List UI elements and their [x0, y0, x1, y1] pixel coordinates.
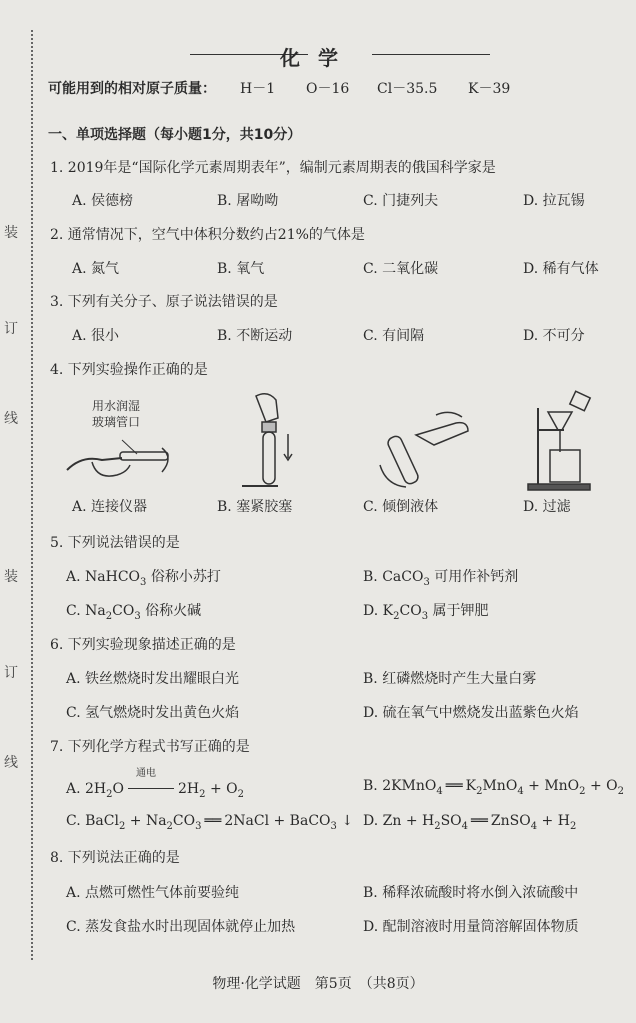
- option-c[interactable]: C. 门捷列夫: [363, 193, 439, 209]
- subscript: 2: [105, 610, 113, 622]
- subscript: 2: [166, 820, 173, 832]
- subscript: 2: [393, 610, 400, 622]
- option-c[interactable]: C. 有间隔: [363, 328, 425, 344]
- option-c[interactable]: C. 二氧化碳: [363, 261, 439, 277]
- option-b[interactable]: B. 塞紧胶塞: [217, 499, 293, 515]
- equation-part: ↓: [336, 813, 354, 829]
- figure-filtration: [524, 390, 604, 495]
- formula: Na: [85, 603, 106, 619]
- figure-connect-apparatus: [62, 430, 182, 490]
- option-b[interactable]: B. 稀释浓硫酸时将水倒入浓硫酸中: [363, 885, 579, 901]
- equation-part: + O: [585, 778, 618, 794]
- option-a[interactable]: A. 铁丝燃烧时发出耀眼白光: [66, 671, 240, 687]
- option-d[interactable]: [363, 813, 576, 832]
- option-letter: D.: [363, 603, 379, 619]
- atomic-mass: K－39: [468, 81, 511, 97]
- subscript: 2: [476, 785, 483, 797]
- option-d[interactable]: D. 拉瓦锡: [523, 193, 585, 209]
- option-letter: C.: [66, 603, 81, 619]
- equation-part: A. 2H: [66, 781, 107, 797]
- equation-part: 2H: [178, 781, 200, 797]
- equation-part: K: [465, 778, 477, 794]
- subscript: 2: [617, 785, 625, 797]
- atomic-mass: O－16: [306, 81, 350, 97]
- subscript: 3: [134, 610, 141, 622]
- subscript: 3: [421, 610, 429, 622]
- option-b[interactable]: B. 红磷燃烧时产生大量白雾: [363, 671, 537, 687]
- figure-insert-stopper: [238, 388, 298, 498]
- binding-char: 订: [4, 665, 18, 681]
- figure-a-label-line: 玻璃管口: [92, 415, 141, 429]
- equals-sign: ══: [204, 813, 222, 829]
- binding-line: [31, 30, 33, 960]
- equation-part: D. Zn + H: [363, 813, 435, 829]
- option-d[interactable]: D. 过滤: [523, 499, 571, 515]
- option-b[interactable]: [363, 566, 518, 588]
- option-letter: B.: [363, 569, 378, 585]
- subscript: 3: [140, 576, 147, 588]
- subscript: 4: [436, 785, 443, 797]
- subscript: 2: [237, 788, 244, 800]
- equation-part: + Na: [125, 813, 167, 829]
- question-stem: 4. 下列实验操作正确的是: [50, 362, 208, 378]
- atomic-mass: H－1: [240, 81, 276, 97]
- reaction-condition: 通电: [136, 768, 156, 779]
- question-stem: 7. 下列化学方程式书写正确的是: [50, 739, 250, 755]
- atomic-mass-label: 可能用到的相对原子质量：: [48, 81, 216, 97]
- option-a[interactable]: [66, 768, 244, 800]
- option-c[interactable]: C. 氢气燃烧时发出黄色火焰: [66, 705, 240, 721]
- equation-part: ZnSO: [490, 813, 531, 829]
- subscript: 2: [569, 820, 577, 832]
- figure-a-label-line: 用水润湿: [92, 399, 141, 413]
- equals-sign: ══: [471, 813, 488, 829]
- option-a[interactable]: A. 很小: [72, 328, 120, 344]
- equation-part: + MnO: [523, 778, 580, 794]
- formula: CO: [112, 603, 135, 619]
- equation-part: 2NaCl + BaCO: [224, 813, 331, 829]
- subscript: 3: [330, 820, 337, 832]
- equation-part: B. 2KMnO: [363, 778, 437, 794]
- option-a[interactable]: [66, 566, 221, 588]
- question-stem: 6. 下列实验现象描述正确的是: [50, 637, 236, 653]
- binding-char: 线: [4, 755, 18, 771]
- option-d[interactable]: D. 硫在氧气中燃烧发出蓝紫色火焰: [363, 705, 579, 721]
- option-a[interactable]: A. 氮气: [72, 261, 120, 277]
- figure-a-label: [92, 398, 140, 430]
- page-footer: 物理·化学试题 第5页 （共8页）: [212, 976, 424, 992]
- binding-char: 订: [4, 321, 18, 337]
- binding-char: 装: [4, 225, 18, 241]
- option-c[interactable]: [66, 600, 201, 622]
- equation-part: C. BaCl: [66, 813, 119, 829]
- option-text: 可用作补钙剂: [429, 569, 519, 585]
- option-b[interactable]: B. 氧气: [217, 261, 265, 277]
- subscript: 3: [195, 820, 202, 832]
- option-c[interactable]: [66, 813, 353, 832]
- equation-part: + H: [537, 813, 570, 829]
- equation-part: MnO: [482, 778, 518, 794]
- question-stem: 1. 2019年是“国际化学元素周期表年”，编制元素周期表的俄国科学家是: [50, 160, 496, 176]
- equation-part: O: [112, 781, 124, 797]
- page-title: 化学: [280, 46, 356, 70]
- formula: K: [382, 603, 394, 619]
- option-text: 俗称火碱: [140, 603, 202, 619]
- subscript: 2: [106, 788, 113, 800]
- option-letter: A.: [66, 569, 81, 585]
- atomic-mass: Cl－35.5: [377, 81, 438, 97]
- subscript: 4: [530, 820, 538, 832]
- option-d[interactable]: D. 不可分: [523, 328, 585, 344]
- binding-char: 装: [4, 569, 18, 585]
- option-b[interactable]: B. 不断运动: [217, 328, 293, 344]
- option-d[interactable]: D. 配制溶液时用量筒溶解固体物质: [363, 919, 579, 935]
- option-c[interactable]: C. 蒸发食盐水时出现固体就停止加热: [66, 919, 296, 935]
- subscript: 2: [579, 785, 586, 797]
- equation-part: + O: [205, 781, 238, 797]
- figure-pour-liquid: [376, 405, 486, 495]
- option-b[interactable]: [363, 778, 624, 797]
- title-rule-right: [372, 54, 490, 55]
- option-text: 属于钾肥: [428, 603, 489, 619]
- question-stem: 8. 下列说法正确的是: [50, 850, 180, 866]
- formula: CaCO: [382, 569, 424, 585]
- formula: NaHCO: [85, 569, 141, 585]
- question-stem: 2. 通常情况下，空气中体积分数约占21%的气体是: [50, 227, 365, 243]
- subscript: 4: [461, 820, 469, 832]
- subscript: 2: [199, 788, 206, 800]
- reaction-arrow: [128, 768, 174, 789]
- binding-char: 线: [4, 411, 18, 427]
- option-b[interactable]: B. 屠呦呦: [217, 193, 279, 209]
- question-stem: 5. 下列说法错误的是: [50, 535, 180, 551]
- option-a[interactable]: A. 点燃可燃性气体前要验纯: [66, 885, 240, 901]
- option-text: 俗称小苏打: [146, 569, 221, 585]
- formula: CO: [399, 603, 422, 619]
- subscript: 3: [423, 576, 430, 588]
- section-heading: 一、单项选择题（每小题1分，共10分）: [48, 127, 302, 143]
- subscript: 4: [517, 785, 524, 797]
- equals-sign: ══: [445, 778, 463, 794]
- subscript: 2: [118, 820, 126, 832]
- option-d[interactable]: [363, 600, 489, 622]
- question-stem: 3. 下列有关分子、原子说法错误的是: [50, 294, 278, 310]
- equation-part: CO: [172, 813, 196, 829]
- option-a[interactable]: A. 连接仪器: [72, 499, 148, 515]
- equation-part: SO: [440, 813, 462, 829]
- option-a[interactable]: A. 侯德榜: [72, 193, 134, 209]
- option-c[interactable]: C. 倾倒液体: [363, 499, 439, 515]
- option-d[interactable]: D. 稀有气体: [523, 261, 599, 277]
- subscript: 2: [434, 820, 441, 832]
